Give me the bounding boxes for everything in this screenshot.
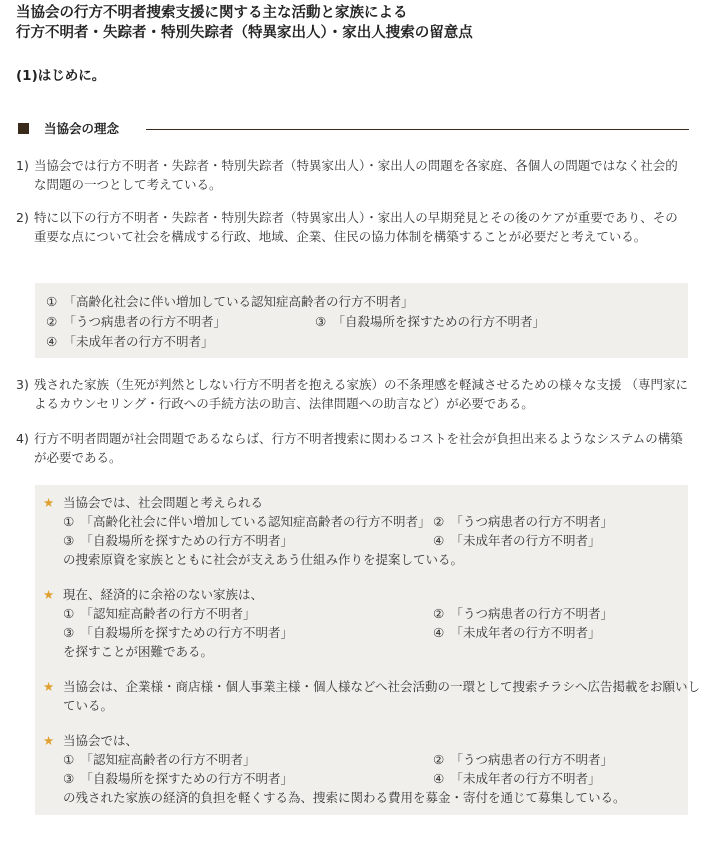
intro-heading: (1)はじめに。 [16, 68, 106, 84]
block-heading: 当協会では、 [63, 733, 139, 748]
title-line-2: 行方不明者・失踪者・特別失踪者（特異家出人）・家出人捜索の留意点 [16, 25, 473, 41]
page-title [16, 3, 696, 43]
paragraph-number: 2) [16, 210, 29, 225]
priority-list-box [35, 283, 688, 358]
paragraph-text: 特に以下の行方不明者・失踪者・特別失踪者（特異家出人）・家出人の早期発見とその後のケアが重要であり、その重要な点について社会を構成する行政、地域、企業、住民の協力体制を構築することが必要だと考えている。 [34, 210, 678, 244]
list-item: ① 「認知症高齢者の行方不明者」 [63, 752, 256, 767]
paragraph-3 [16, 375, 688, 413]
paragraph-2 [16, 208, 688, 246]
star-icon: ★ [43, 495, 55, 510]
paragraph-number: 1) [16, 158, 29, 173]
block-tail: の捜索原資を家族とともに社会が支えあう仕組み作りを提案している。 [63, 552, 464, 567]
paragraph-text: 当協会では行方不明者・失踪者・特別失踪者（特異家出人）・家出人の問題を各家庭、各個人の問題ではなく社会的な問題の一つとして考えている。 [34, 158, 678, 192]
star-icon: ★ [43, 733, 55, 748]
section-heading-label: 当協会の理念 [44, 121, 120, 136]
list-item: ④ 「未成年者の行方不明者」 [433, 533, 601, 548]
list-item: ④ 「未成年者の行方不明者」 [433, 625, 601, 640]
list-item: ① 「高齢化社会に伴い増加している認知症高齢者の行方不明者」 [63, 514, 431, 529]
list-item: ② 「うつ病患者の行方不明者」 [433, 752, 613, 767]
star-icon: ★ [43, 587, 55, 602]
block-heading: 現在、経済的に余裕のない家族は、 [63, 587, 264, 602]
paragraph-number: 3) [16, 377, 29, 392]
list-item: ① 「高齢化社会に伴い増加している認知症高齢者の行方不明者」 [46, 294, 414, 309]
section-heading [18, 119, 689, 139]
paragraph-number: 4) [16, 431, 29, 446]
paragraph-text: 残された家族（生死が判然としない行方不明者を抱える家族）の不条理感を軽減させるための様々な支援 （専門家によるカウンセリング・行政への手続方法の助言、法律問題への助言など）が必要である。 [34, 377, 688, 411]
list-item: ③ 「自殺場所を探すための行方不明者」 [63, 625, 293, 640]
paragraph-4 [16, 429, 688, 467]
star-icon: ★ [43, 679, 55, 694]
section-divider [146, 129, 689, 130]
list-item: ③ 「自殺場所を探すための行方不明者」 [315, 314, 545, 329]
list-item: ④ 「未成年者の行方不明者」 [46, 334, 214, 349]
list-item: ③ 「自殺場所を探すための行方不明者」 [63, 771, 293, 786]
paragraph-1 [16, 156, 688, 194]
list-item: ③ 「自殺場所を探すための行方不明者」 [63, 533, 293, 548]
block-tail: を探すことが困難である。 [63, 644, 214, 659]
block-text: 当協会は、企業様・商店様・個人事業主様・個人様などへ社会活動の一環として捜索チラシへ広告掲載をお願いし [63, 679, 701, 694]
block-text: ている。 [63, 698, 114, 713]
list-item: ② 「うつ病患者の行方不明者」 [46, 314, 226, 329]
list-item: ④ 「未成年者の行方不明者」 [433, 771, 601, 786]
list-item: ① 「認知症高齢者の行方不明者」 [63, 606, 256, 621]
square-bullet-icon [18, 123, 29, 134]
block-heading: 当協会では、社会問題と考えられる [63, 495, 264, 510]
block-tail: の残された家族の経済的負担を軽くする為、捜索に関わる費用を募金・寄付を通じて募集している。 [63, 790, 626, 805]
list-item: ② 「うつ病患者の行方不明者」 [433, 514, 613, 529]
paragraph-text: 行方不明者問題が社会問題であるならば、行方不明者捜索に関わるコストを社会が負担出来るようなシステムの構築が必要である。 [34, 431, 683, 465]
activities-box [35, 485, 701, 815]
title-line-1: 当協会の行方不明者捜索支援に関する主な活動と家族による [16, 5, 408, 21]
list-item: ② 「うつ病患者の行方不明者」 [433, 606, 613, 621]
